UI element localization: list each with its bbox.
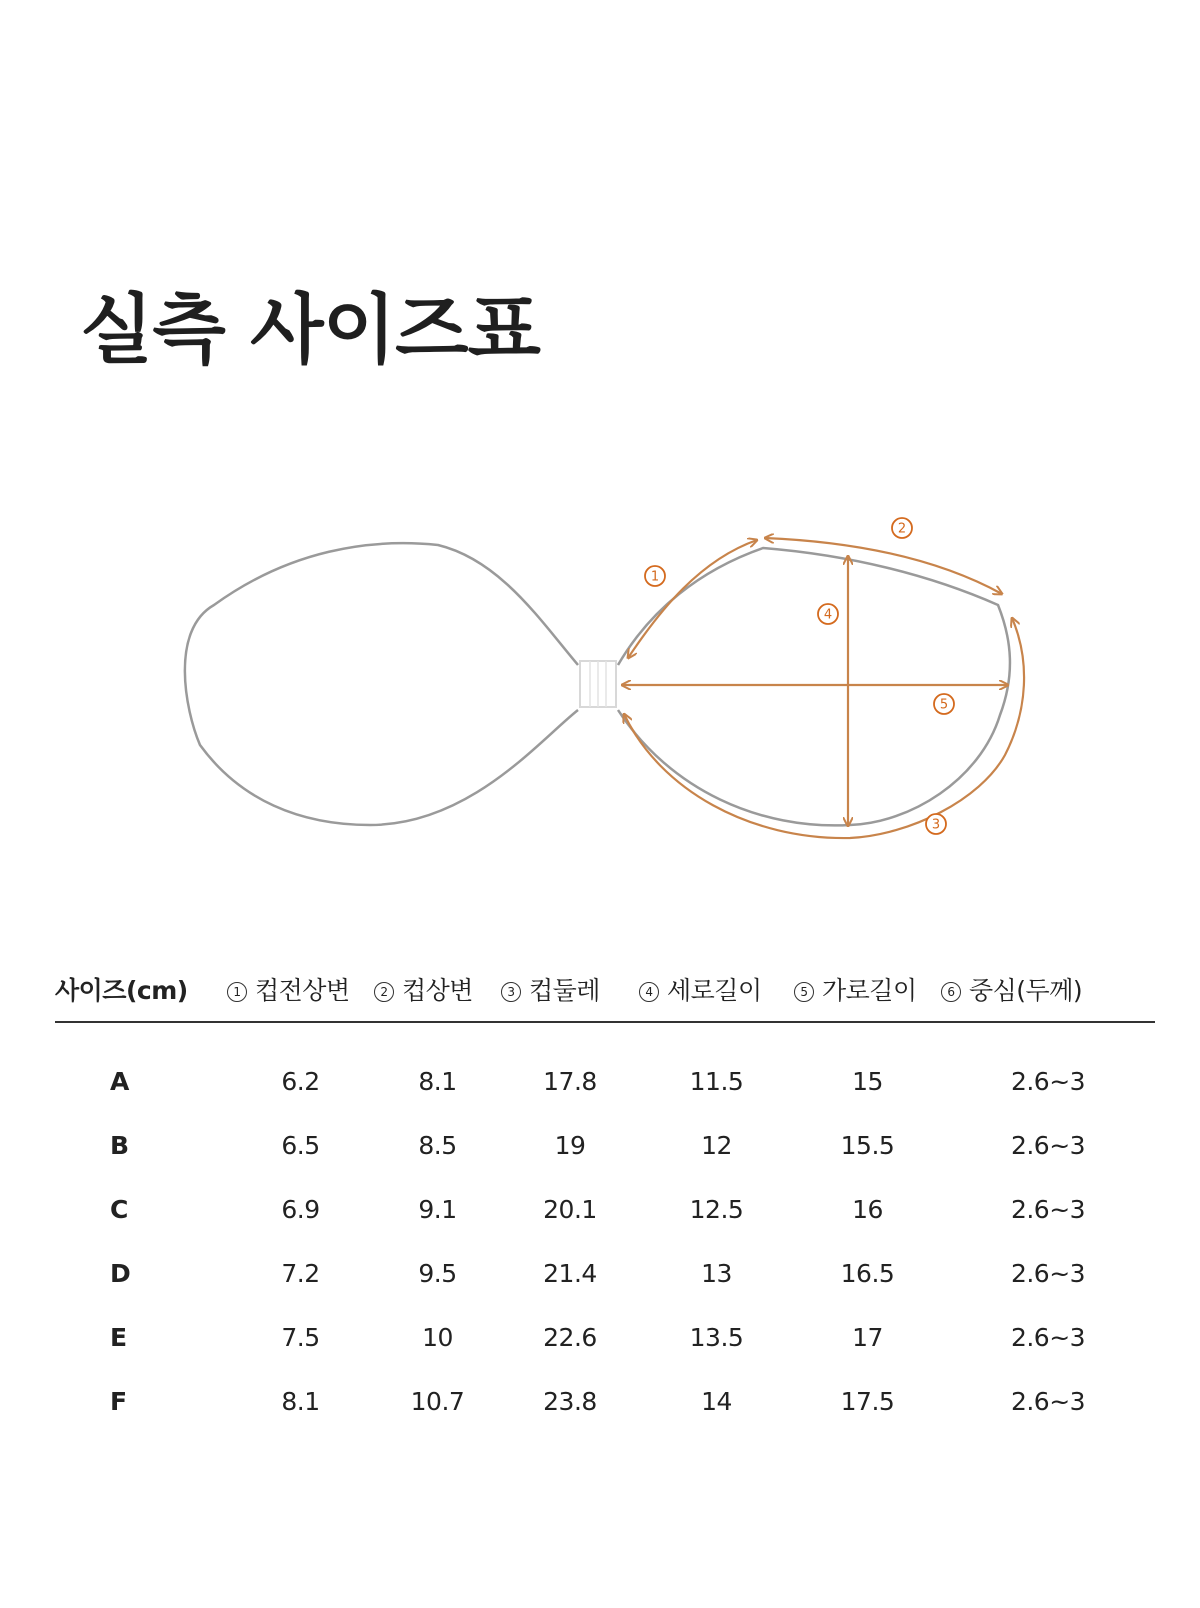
table-cell: 14 [701, 1386, 732, 1416]
header-col-3: 3 컵둘레 [501, 955, 639, 1022]
marker-4 [818, 604, 838, 624]
table-row [55, 1022, 1155, 1113]
size-label: A [110, 1066, 129, 1096]
header-col-1: 1 컵전상변 [227, 955, 374, 1022]
table-row [55, 1305, 1155, 1369]
circled-number-3: 3 [501, 982, 521, 1002]
circled-number-4: 4 [639, 982, 659, 1002]
page-title: 실측 사이즈표 [80, 285, 540, 374]
marker-5 [934, 694, 954, 714]
measure-line-3 [624, 618, 1024, 838]
table-cell: 23.8 [543, 1386, 597, 1416]
table-cell: 10 [422, 1322, 453, 1352]
circled-number-5: 5 [794, 982, 814, 1002]
table-cell: 2.6~3 [1010, 1130, 1086, 1160]
table-cell: 9.1 [418, 1194, 457, 1224]
center-clasp [580, 661, 616, 707]
table-cell: 12 [701, 1130, 732, 1160]
table-cell: 21.4 [543, 1258, 597, 1288]
table-cell: 6.5 [281, 1130, 320, 1160]
marker-1 [645, 566, 665, 586]
svg-text:3: 3 [931, 817, 941, 833]
header-size: 사이즈(cm) [55, 955, 227, 1022]
table-cell: 7.5 [281, 1322, 320, 1352]
table-cell: 19 [554, 1130, 586, 1160]
table-header-row [55, 955, 1155, 1022]
table-cell: 6.2 [281, 1066, 320, 1096]
size-label: F [110, 1386, 127, 1416]
table-cell: 16 [852, 1194, 883, 1224]
table-cell: 17 [852, 1322, 883, 1352]
table-cell: 11.5 [689, 1066, 744, 1096]
table-cell: 7.2 [281, 1258, 320, 1288]
size-label: C [110, 1194, 128, 1224]
bra-measurement-diagram [0, 500, 1200, 900]
header-col-4: 4 세로길이 [639, 955, 794, 1022]
table-row [55, 1241, 1155, 1305]
table-row [55, 1177, 1155, 1241]
svg-text:4: 4 [823, 607, 833, 623]
table-cell: 17.5 [840, 1386, 895, 1416]
table-cell: 2.6~3 [1010, 1194, 1086, 1224]
header-col-2: 2 컵상변 [374, 955, 501, 1022]
header-col-5: 5 가로길이 [794, 955, 941, 1022]
table-cell: 10.7 [410, 1386, 465, 1416]
header-col-6: 6 중심(두께) [941, 955, 1155, 1022]
table-cell: 12.5 [689, 1194, 744, 1224]
table-cell: 15.5 [840, 1130, 895, 1160]
table-cell: 2.6~3 [1010, 1066, 1086, 1096]
circled-number-2: 2 [374, 982, 394, 1002]
svg-text:2: 2 [897, 521, 907, 537]
svg-text:5: 5 [939, 697, 949, 713]
table-cell: 2.6~3 [1010, 1386, 1086, 1416]
table-cell: 2.6~3 [1010, 1322, 1086, 1352]
table-cell: 9.5 [418, 1258, 457, 1288]
table-cell: 20.1 [543, 1194, 597, 1224]
marker-2 [892, 518, 912, 538]
table-cell: 8.5 [418, 1130, 457, 1160]
table-row [55, 1369, 1155, 1433]
table-cell: 6.9 [281, 1194, 320, 1224]
size-table [55, 955, 1155, 1433]
marker-3 [926, 814, 946, 834]
table-cell: 8.1 [281, 1386, 320, 1416]
circled-number-6: 6 [941, 982, 961, 1002]
table-cell: 13 [701, 1258, 732, 1288]
circled-number-1: 1 [227, 982, 247, 1002]
size-label: D [110, 1258, 131, 1288]
table-cell: 13.5 [689, 1322, 744, 1352]
table-row [55, 1113, 1155, 1177]
table-cell: 2.6~3 [1010, 1258, 1086, 1288]
left-cup-outline [185, 543, 578, 825]
size-label: E [110, 1322, 127, 1352]
right-cup-outline [618, 548, 1010, 825]
table-cell: 15 [852, 1066, 883, 1096]
table-cell: 16.5 [840, 1258, 895, 1288]
table-cell: 22.6 [543, 1322, 597, 1352]
table-cell: 8.1 [418, 1066, 457, 1096]
size-label: B [110, 1130, 129, 1160]
table-cell: 17.8 [543, 1066, 597, 1096]
svg-text:1: 1 [650, 569, 660, 585]
